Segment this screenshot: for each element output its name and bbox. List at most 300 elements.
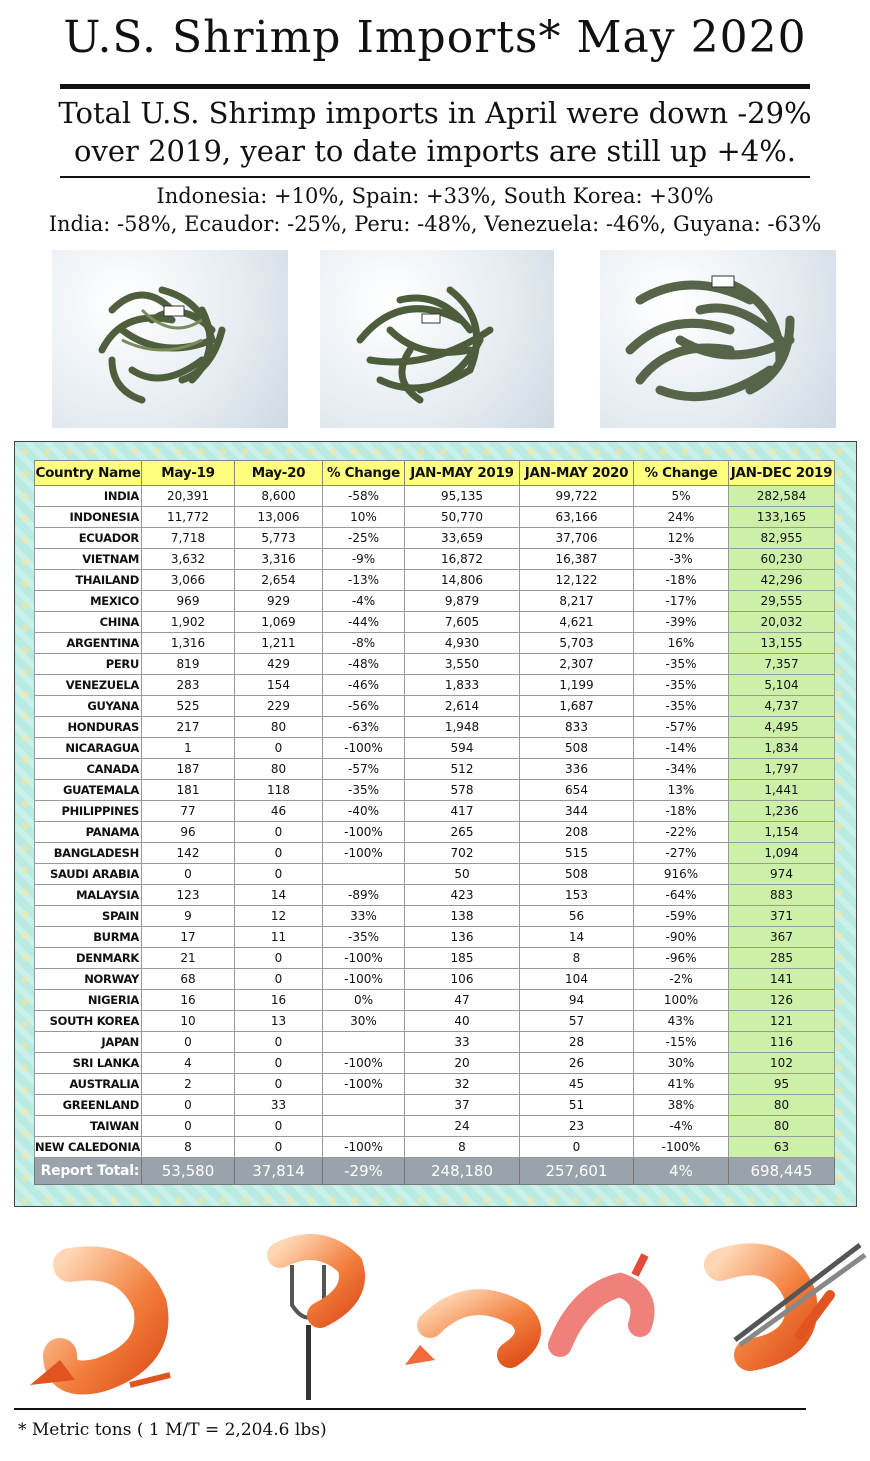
value-cell: -100% — [323, 822, 405, 843]
value-cell: -2% — [634, 969, 729, 990]
country-name-cell: THAILAND — [35, 570, 142, 591]
total-value-cell: 698,445 — [729, 1158, 835, 1185]
value-cell: -40% — [323, 801, 405, 822]
value-cell: 138 — [405, 906, 520, 927]
raw-shrimp-pile-icon — [52, 250, 288, 428]
country-name-cell: SOUTH KOREA — [35, 1011, 142, 1032]
value-cell: 50,770 — [405, 507, 520, 528]
value-cell: -100% — [323, 969, 405, 990]
value-cell: 1,948 — [405, 717, 520, 738]
value-cell: 1,211 — [235, 633, 323, 654]
value-cell: -39% — [634, 612, 729, 633]
country-name-cell: PHILIPPINES — [35, 801, 142, 822]
value-cell: 37 — [405, 1095, 520, 1116]
value-cell: 283 — [142, 675, 235, 696]
value-cell: 77 — [142, 801, 235, 822]
value-cell: 0 — [235, 738, 323, 759]
value-cell: 181 — [142, 780, 235, 801]
value-cell: -35% — [323, 780, 405, 801]
value-cell: 1,834 — [729, 738, 835, 759]
value-cell: 47 — [405, 990, 520, 1011]
value-cell: 2,614 — [405, 696, 520, 717]
value-cell: 0 — [235, 843, 323, 864]
highlights-line-2: India: -58%, Ecaudor: -25%, Peru: -48%, Venezuela: -46%, Guyana: -63% — [48, 212, 822, 236]
value-cell: 336 — [520, 759, 634, 780]
table-row — [35, 1137, 835, 1158]
table-row — [35, 486, 835, 507]
summary-text — [0, 94, 870, 170]
value-cell: -9% — [323, 549, 405, 570]
value-cell: 0 — [235, 1116, 323, 1137]
value-cell: 45 — [520, 1074, 634, 1095]
value-cell: 2 — [142, 1074, 235, 1095]
value-cell: 57 — [520, 1011, 634, 1032]
value-cell: 37,706 — [520, 528, 634, 549]
value-cell: 4,621 — [520, 612, 634, 633]
table-row — [35, 612, 835, 633]
country-name-cell: GUYANA — [35, 696, 142, 717]
total-value-cell: 248,180 — [405, 1158, 520, 1185]
country-name-cell: BURMA — [35, 927, 142, 948]
value-cell: -100% — [323, 1137, 405, 1158]
table-row — [35, 780, 835, 801]
value-cell: 0 — [142, 1032, 235, 1053]
footnote-divider — [14, 1408, 806, 1410]
value-cell: 142 — [142, 843, 235, 864]
table-row — [35, 1011, 835, 1032]
value-cell: 123 — [142, 885, 235, 906]
value-cell: -35% — [634, 654, 729, 675]
country-name-cell: PANAMA — [35, 822, 142, 843]
raw-shrimp-photo-2 — [320, 250, 554, 428]
table-row — [35, 948, 835, 969]
value-cell: 0 — [235, 948, 323, 969]
value-cell: 32 — [405, 1074, 520, 1095]
value-cell: 0 — [235, 1074, 323, 1095]
value-cell: 100% — [634, 990, 729, 1011]
value-cell: 80 — [729, 1116, 835, 1137]
table-row — [35, 843, 835, 864]
value-cell: 16 — [235, 990, 323, 1011]
value-cell: -100% — [323, 948, 405, 969]
value-cell: 7,718 — [142, 528, 235, 549]
value-cell: 4 — [142, 1053, 235, 1074]
shrimp-pair-icon — [405, 1255, 645, 1365]
table-row — [35, 969, 835, 990]
shrimp-imports-table — [34, 460, 835, 1185]
value-cell: -35% — [634, 675, 729, 696]
table-row — [35, 675, 835, 696]
value-cell: -8% — [323, 633, 405, 654]
value-cell: 0 — [520, 1137, 634, 1158]
value-cell: 3,066 — [142, 570, 235, 591]
value-cell: 11,772 — [142, 507, 235, 528]
shrimp-1-icon — [30, 1263, 170, 1385]
value-cell: 80 — [729, 1095, 835, 1116]
value-cell: 1,236 — [729, 801, 835, 822]
table-row — [35, 633, 835, 654]
value-cell: 423 — [405, 885, 520, 906]
shrimp-on-fork-icon — [280, 1247, 352, 1400]
value-cell: 929 — [235, 591, 323, 612]
value-cell: 16% — [634, 633, 729, 654]
country-name-cell: SPAIN — [35, 906, 142, 927]
country-name-cell: GREENLAND — [35, 1095, 142, 1116]
value-cell: -44% — [323, 612, 405, 633]
value-cell: 0 — [142, 1095, 235, 1116]
value-cell: 106 — [405, 969, 520, 990]
value-cell: 29,555 — [729, 591, 835, 612]
value-cell: 3,316 — [235, 549, 323, 570]
value-cell: -25% — [323, 528, 405, 549]
value-cell: 63 — [729, 1137, 835, 1158]
value-cell: 0 — [142, 1116, 235, 1137]
value-cell: 3,632 — [142, 549, 235, 570]
value-cell: 429 — [235, 654, 323, 675]
value-cell: -3% — [634, 549, 729, 570]
value-cell: 10% — [323, 507, 405, 528]
country-name-cell: TAIWAN — [35, 1116, 142, 1137]
column-header: May-20 — [235, 461, 323, 486]
value-cell: 46 — [235, 801, 323, 822]
country-name-cell: NEW CALEDONIA — [35, 1137, 142, 1158]
value-cell: -96% — [634, 948, 729, 969]
value-cell: -18% — [634, 570, 729, 591]
value-cell: 916% — [634, 864, 729, 885]
value-cell: -48% — [323, 654, 405, 675]
column-header: JAN-MAY 2019 — [405, 461, 520, 486]
value-cell: 1,687 — [520, 696, 634, 717]
value-cell: 82,955 — [729, 528, 835, 549]
value-cell: 33 — [405, 1032, 520, 1053]
value-cell: 9 — [142, 906, 235, 927]
table-row — [35, 990, 835, 1011]
value-cell: 2,307 — [520, 654, 634, 675]
summary-divider — [60, 176, 810, 178]
value-cell: 12,122 — [520, 570, 634, 591]
value-cell: 0 — [235, 864, 323, 885]
value-cell: -34% — [634, 759, 729, 780]
table-row — [35, 1053, 835, 1074]
value-cell: 8,600 — [235, 486, 323, 507]
value-cell: 30% — [323, 1011, 405, 1032]
value-cell: 154 — [235, 675, 323, 696]
value-cell: -35% — [323, 927, 405, 948]
country-name-cell: CANADA — [35, 759, 142, 780]
cooked-shrimp-strip — [0, 1225, 870, 1405]
value-cell: 14 — [520, 927, 634, 948]
value-cell: 702 — [405, 843, 520, 864]
value-cell: 974 — [729, 864, 835, 885]
value-cell: 1,069 — [235, 612, 323, 633]
table-row — [35, 549, 835, 570]
country-name-cell: JAPAN — [35, 1032, 142, 1053]
value-cell: 13,006 — [235, 507, 323, 528]
value-cell: 17 — [142, 927, 235, 948]
raw-shrimp-photo-3 — [600, 250, 836, 428]
title-divider — [60, 84, 810, 89]
raw-shrimp-pile-icon — [600, 250, 836, 428]
value-cell: 594 — [405, 738, 520, 759]
value-cell: 60,230 — [729, 549, 835, 570]
value-cell: 8,217 — [520, 591, 634, 612]
value-cell: -35% — [634, 696, 729, 717]
value-cell: 578 — [405, 780, 520, 801]
value-cell — [323, 1032, 405, 1053]
value-cell: -17% — [634, 591, 729, 612]
value-cell: 28 — [520, 1032, 634, 1053]
value-cell: 833 — [520, 717, 634, 738]
value-cell: 116 — [729, 1032, 835, 1053]
total-value-cell: 53,580 — [142, 1158, 235, 1185]
country-name-cell: VIETNAM — [35, 549, 142, 570]
value-cell: 5,773 — [235, 528, 323, 549]
value-cell: 20,391 — [142, 486, 235, 507]
country-name-cell: MALAYSIA — [35, 885, 142, 906]
value-cell: 367 — [729, 927, 835, 948]
country-name-cell: ECUADOR — [35, 528, 142, 549]
value-cell: 33,659 — [405, 528, 520, 549]
country-name-cell: SAUDI ARABIA — [35, 864, 142, 885]
column-header: % Change — [634, 461, 729, 486]
value-cell: 344 — [520, 801, 634, 822]
value-cell: 4,495 — [729, 717, 835, 738]
table-row — [35, 738, 835, 759]
value-cell: -64% — [634, 885, 729, 906]
value-cell: 417 — [405, 801, 520, 822]
country-name-cell: AUSTRALIA — [35, 1074, 142, 1095]
value-cell: 512 — [405, 759, 520, 780]
value-cell: -100% — [323, 738, 405, 759]
value-cell: 1,797 — [729, 759, 835, 780]
value-cell: 1,094 — [729, 843, 835, 864]
summary-line-2: over 2019, year to date imports are still up +4%. — [74, 134, 796, 168]
value-cell: 371 — [729, 906, 835, 927]
country-name-cell: INDIA — [35, 486, 142, 507]
value-cell: -27% — [634, 843, 729, 864]
table-row — [35, 507, 835, 528]
raw-shrimp-pile-icon — [320, 250, 554, 428]
total-label-cell: Report Total: — [35, 1158, 142, 1185]
table-row — [35, 1032, 835, 1053]
value-cell: 0 — [235, 1053, 323, 1074]
table-row — [35, 885, 835, 906]
column-header: % Change — [323, 461, 405, 486]
value-cell: 654 — [520, 780, 634, 801]
value-cell: 133,165 — [729, 507, 835, 528]
value-cell: 8 — [142, 1137, 235, 1158]
total-value-cell: 4% — [634, 1158, 729, 1185]
value-cell: 0 — [235, 822, 323, 843]
value-cell: 121 — [729, 1011, 835, 1032]
value-cell: 0 — [235, 1137, 323, 1158]
value-cell: 7,605 — [405, 612, 520, 633]
column-header: JAN-MAY 2020 — [520, 461, 634, 486]
value-cell: 141 — [729, 969, 835, 990]
raw-shrimp-photo-1 — [52, 250, 288, 428]
value-cell: 282,584 — [729, 486, 835, 507]
value-cell: 16,872 — [405, 549, 520, 570]
value-cell: 4,737 — [729, 696, 835, 717]
value-cell — [323, 1116, 405, 1137]
value-cell: 118 — [235, 780, 323, 801]
value-cell: 5% — [634, 486, 729, 507]
value-cell: 187 — [142, 759, 235, 780]
value-cell: -13% — [323, 570, 405, 591]
value-cell: -100% — [323, 1074, 405, 1095]
value-cell: 1,833 — [405, 675, 520, 696]
country-name-cell: NIGERIA — [35, 990, 142, 1011]
value-cell: 1,902 — [142, 612, 235, 633]
value-cell: 2,654 — [235, 570, 323, 591]
value-cell: 99,722 — [520, 486, 634, 507]
value-cell: 33 — [235, 1095, 323, 1116]
value-cell: 7,357 — [729, 654, 835, 675]
value-cell: 229 — [235, 696, 323, 717]
value-cell: 96 — [142, 822, 235, 843]
value-cell: 208 — [520, 822, 634, 843]
country-name-cell: SRI LANKA — [35, 1053, 142, 1074]
table-row — [35, 1095, 835, 1116]
table-header-row — [35, 461, 835, 486]
column-header: Country Name — [35, 461, 142, 486]
total-value-cell: -29% — [323, 1158, 405, 1185]
value-cell: 819 — [142, 654, 235, 675]
value-cell: 33% — [323, 906, 405, 927]
value-cell: 104 — [520, 969, 634, 990]
value-cell: 94 — [520, 990, 634, 1011]
table-row — [35, 822, 835, 843]
value-cell: 24 — [405, 1116, 520, 1137]
value-cell: 508 — [520, 738, 634, 759]
value-cell: 136 — [405, 927, 520, 948]
value-cell: 126 — [729, 990, 835, 1011]
value-cell: 13% — [634, 780, 729, 801]
page-title: U.S. Shrimp Imports* May 2020 — [63, 12, 807, 63]
value-cell: 1,154 — [729, 822, 835, 843]
country-highlights — [0, 182, 870, 238]
value-cell: -18% — [634, 801, 729, 822]
value-cell — [323, 864, 405, 885]
country-name-cell: NICARAGUA — [35, 738, 142, 759]
value-cell: 10 — [142, 1011, 235, 1032]
value-cell: 42,296 — [729, 570, 835, 591]
table-row — [35, 759, 835, 780]
value-cell: 26 — [520, 1053, 634, 1074]
summary-line-1: Total U.S. Shrimp imports in April were down -29% — [58, 96, 812, 130]
country-name-cell: CHINA — [35, 612, 142, 633]
value-cell: -46% — [323, 675, 405, 696]
value-cell: 8 — [405, 1137, 520, 1158]
country-name-cell: ARGENTINA — [35, 633, 142, 654]
value-cell: -4% — [634, 1116, 729, 1137]
value-cell: 43% — [634, 1011, 729, 1032]
table-row — [35, 801, 835, 822]
value-cell: 13,155 — [729, 633, 835, 654]
country-name-cell: PERU — [35, 654, 142, 675]
country-name-cell: GUATEMALA — [35, 780, 142, 801]
value-cell: 21 — [142, 948, 235, 969]
value-cell: 1,316 — [142, 633, 235, 654]
value-cell: -63% — [323, 717, 405, 738]
value-cell: 8 — [520, 948, 634, 969]
value-cell: -15% — [634, 1032, 729, 1053]
table-body — [35, 486, 835, 1185]
value-cell: 0 — [142, 864, 235, 885]
value-cell: 40 — [405, 1011, 520, 1032]
value-cell: 3,550 — [405, 654, 520, 675]
value-cell: 1 — [142, 738, 235, 759]
value-cell: 14,806 — [405, 570, 520, 591]
table-row — [35, 570, 835, 591]
column-header: May-19 — [142, 461, 235, 486]
value-cell: -90% — [634, 927, 729, 948]
value-cell: -57% — [323, 759, 405, 780]
value-cell: 24% — [634, 507, 729, 528]
value-cell: 883 — [729, 885, 835, 906]
value-cell: 80 — [235, 717, 323, 738]
value-cell: 508 — [520, 864, 634, 885]
value-cell: 0 — [235, 969, 323, 990]
table-row — [35, 864, 835, 885]
value-cell: 1,441 — [729, 780, 835, 801]
value-cell: 12% — [634, 528, 729, 549]
highlights-line-1: Indonesia: +10%, Spain: +33%, South Korea: +30% — [156, 184, 714, 208]
value-cell: 102 — [729, 1053, 835, 1074]
value-cell: 63,166 — [520, 507, 634, 528]
value-cell: -58% — [323, 486, 405, 507]
value-cell: 265 — [405, 822, 520, 843]
table-row — [35, 696, 835, 717]
table-row — [35, 654, 835, 675]
footnote: * Metric tons ( 1 M/T = 2,204.6 lbs) — [18, 1420, 327, 1440]
value-cell: -22% — [634, 822, 729, 843]
value-cell: -100% — [323, 843, 405, 864]
value-cell: 525 — [142, 696, 235, 717]
value-cell: 16 — [142, 990, 235, 1011]
total-value-cell: 37,814 — [235, 1158, 323, 1185]
value-cell: 153 — [520, 885, 634, 906]
country-name-cell: HONDURAS — [35, 717, 142, 738]
column-header: JAN-DEC 2019 — [729, 461, 835, 486]
value-cell: -59% — [634, 906, 729, 927]
value-cell: -14% — [634, 738, 729, 759]
country-name-cell: BANGLADESH — [35, 843, 142, 864]
value-cell: 9,879 — [405, 591, 520, 612]
value-cell — [323, 1095, 405, 1116]
value-cell: -56% — [323, 696, 405, 717]
value-cell: 0% — [323, 990, 405, 1011]
country-name-cell: MEXICO — [35, 591, 142, 612]
country-name-cell: VENEZUELA — [35, 675, 142, 696]
table-row — [35, 927, 835, 948]
value-cell: 217 — [142, 717, 235, 738]
value-cell: 14 — [235, 885, 323, 906]
value-cell: 23 — [520, 1116, 634, 1137]
value-cell: 51 — [520, 1095, 634, 1116]
table-row — [35, 906, 835, 927]
table-row — [35, 528, 835, 549]
value-cell: 30% — [634, 1053, 729, 1074]
value-cell: 13 — [235, 1011, 323, 1032]
country-name-cell: INDONESIA — [35, 507, 142, 528]
total-value-cell: 257,601 — [520, 1158, 634, 1185]
value-cell: 1,199 — [520, 675, 634, 696]
value-cell: 16,387 — [520, 549, 634, 570]
value-cell: -4% — [323, 591, 405, 612]
value-cell: 515 — [520, 843, 634, 864]
value-cell: 5,104 — [729, 675, 835, 696]
